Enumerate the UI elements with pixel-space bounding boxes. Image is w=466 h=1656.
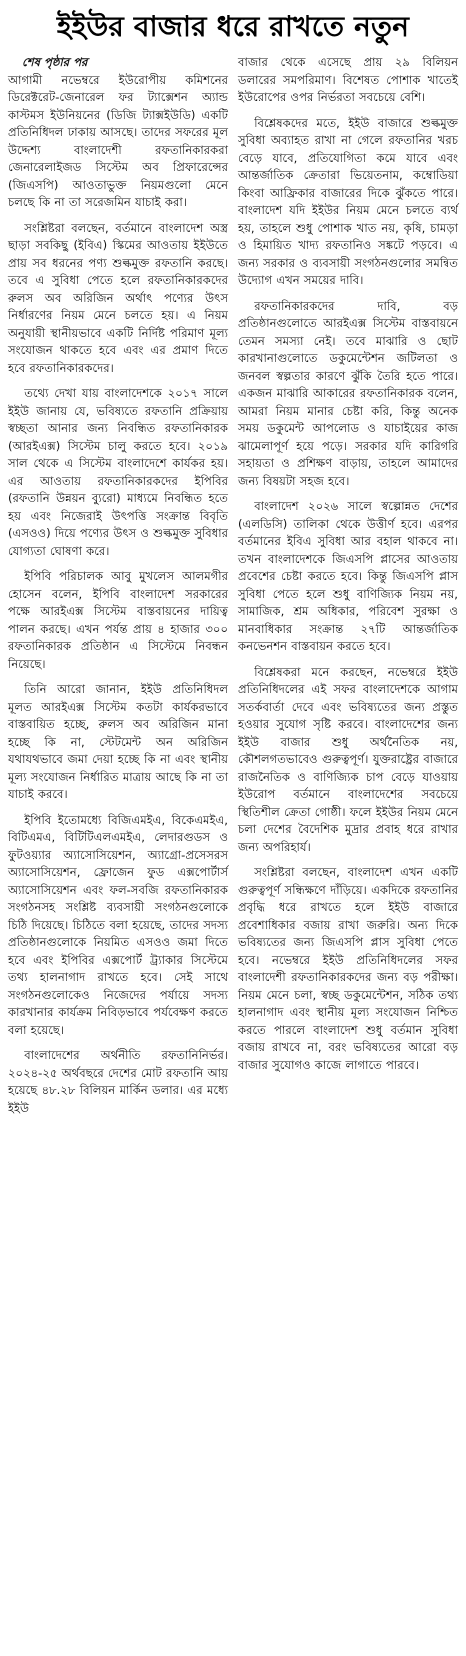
article-paragraph: তথ্যে দেখা যায় বাংলাদেশকে ২০১৭ সালে ইইউ জানায় যে, ভবিষ্যতে রফতানি প্রক্রিয়ায় স্বচ্ছতা আনার জন্য নিবন্ধিত রফতানিকারক (আরইএক্স) সিস্টেম চালু করতে হবে। ২০১৯ সাল থেকে এ সিস্টেম বাংলাদেশে কার্যকর হয়। এর আওতায় রফতানিকারকদের ইপিবির (রফতানি উন্নয়ন ব্যুরো) মাধ্যমে নিবন্ধিত হতে হয় এবং নিজেরাই উৎপত্তি সংক্রান্ত বিবৃতি (এসওও) দিয়ে পণ্যের উৎস ও শুল্কমুক্ত সুবিধার যোগ্যতা ঘোষণা করে। xyxy=(8,386,228,558)
article-paragraph: বাংলাদেশের অর্থনীতি রফতানিনির্ভর। ২০২৪-২৫ অর্থবছরে দেশের মোট রফতানি আয় হয়েছে ৪৮.২৮ বিলিয়ন মার্কিন ডলার। এর মধ্যে ইইউ xyxy=(8,1048,228,1115)
article-paragraph: বিশ্লেষকরা মনে করছেন, নভেম্বরে ইইউ প্রতিনিধিদলের এই সফর বাংলাদেশকে আগাম সতর্কবার্তা দেবে এবং ভবিষ্যতের জন্য প্রস্তুত হওয়ার সুযোগ সৃষ্টি করবে। বাংলাদেশের জন্য ইইউ বাজার শুধু অর্থনৈতিক নয়, কৌশলগতভাবেও গুরুত্বপূর্ণ। যুক্তরাষ্ট্রের বাজারে রাজনৈতিক ও বাণিজ্যিক চাপ বেড়ে যাওয়ায় ইউরোপ বর্তমানে বাংলাদেশের সবচেয়ে স্থিতিশীল ক্রেতা গোষ্ঠী। ফলে ইইউর নিয়ম মেনে চলা দেশের বৈদেশিক মুদ্রার প্রবাহ ধরে রাখার জন্য অপরিহার্য। xyxy=(238,664,458,854)
article-paragraph: রফতানিকারকদের দাবি, বড় প্রতিষ্ঠানগুলোতে আরইএক্স সিস্টেম বাস্তবায়নে তেমন সমস্যা নেই। তবে মাঝারি ও ছোট কারখানাগুলোতে ডকুমেন্টেশন জটিলতা ও জনবল স্বল্পতার কারণে ঝুঁকি তৈরি হতে পারে। একজন মাঝারি আকারের রফতানিকারক বলেন, আমরা নিয়ম মানার চেষ্টা করি, কিন্তু অনেক সময় ডকুমেন্ট আপলোড ও যাচাইয়ের কাজ ঝামেলাপূর্ণ হয়ে পড়ে। সরকার যদি কারিগরি সহায়তা ও প্রশিক্ষণ বাড়ায়, তাহলে আমাদের জন্য বিষয়টা সহজ হবে। xyxy=(238,298,458,488)
article-paragraph: বাজার থেকে এসেছে প্রায় ২৯ বিলিয়ন ডলারের সমপরিমাণ। বিশেষত পোশাক খাতেই ইউরোপের ওপর নির্ভরতা সবচেয়ে বেশি। xyxy=(238,55,458,104)
article-column-right xyxy=(238,54,458,1125)
article-paragraph: সংশ্লিষ্টরা বলছেন, বাংলাদেশ এখন একটি গুরুত্বপূর্ণ সন্ধিক্ষণে দাঁড়িয়ে। একদিকে রফতানির প্রবৃদ্ধি ধরে রাখতে হলে ইইউ বাজারে প্রবেশাধিকার বজায় রাখা জরুরি। অন্য দিকে ভবিষ্যতের জন্য জিএসপি প্লাস সুবিধা পেতে হবে। নভেম্বরে ইইউ প্রতিনিধিদলের সফর বাংলাদেশী রফতানিকারকদের জন্য বড় পরীক্ষা। নিয়ম মেনে চলা, স্বচ্ছ ডকুমেন্টেশন, সঠিক তথ্য হালনাগাদ এবং স্থানীয় মূল্য সংযোজন নিশ্চিত করতে পারলে বাংলাদেশ শুধু বর্তমান সুবিধা বজায় রাখবে না, বরং ভবিষ্যতের আরো বড় বাজার সুযোগও কাজে লাগাতে পারবে। xyxy=(238,865,458,1072)
article-headline: ইইউর বাজার ধরে রাখতে নতুন xyxy=(56,10,410,43)
article-body xyxy=(8,54,458,1125)
article-paragraph: ইপিবি পরিচালক আবু মুখলেস আলমগীর হোসেন বলেন, ইপিবি বাংলাদেশ সরকারের পক্ষে আরইএক্স সিস্টেম বাস্তবায়নের দায়িত্ব পালন করছে। এখন পর্যন্ত প্রায় ৪ হাজার ৩০০ রফতানিকারক প্রতিষ্ঠান এ সিস্টেমে নিবন্ধন নিয়েছে। xyxy=(8,569,228,671)
article-paragraph: ইপিবি ইতোমধ্যে বিজিএমইএ, বিকেএমইএ, বিটিএমএ, বিটিটিএলএমইএ, লেদারগুডস ও ফুটওয়্যার অ্যাসোসিয়েশন, অ্যাগ্রো-প্রসেসরস অ্যাসোসিয়েশন, ফ্রোজেন ফুড এক্সপোর্টার্স অ্যাসোসিয়েশন এবং ফল-সবজি রফতানিকারক সংগঠনসহ সংশ্লিষ্ট ব্যবসায়ী সংগঠনগুলোকে চিঠি দিয়েছে। চিঠিতে বলা হয়েছে, তাদের সদস্য প্রতিষ্ঠানগুলোকে নিয়মিত এসওও জমা দিতে হবে এবং ইপিবির এক্সপোর্ট ট্র্যাকার সিস্টেমে তথ্য হালনাগাদ রাখতে হবে। সেই সাথে সংগঠনগুলোকেও নিজেদের পর্যায়ে সদস্য কারখানার কার্যক্রম নিবিড়ভাবে পর্যবেক্ষণ করতে বলা হয়েছে। xyxy=(8,812,228,1037)
article-paragraph: বাংলাদেশ ২০২৬ সালে স্বল্পোন্নত দেশের (এলডিসি) তালিকা থেকে উত্তীর্ণ হবে। এরপর বর্তমানের ইবিএ সুবিধা আর বহাল থাকবে না। তখন বাংলাদেশকে জিএসপি প্লাসের আওতায় প্রবেশের চেষ্টা করতে হবে। কিন্তু জিএসপি প্লাস সুবিধা পেতে হলে শুধু বাণিজ্যিক নিয়ম নয়, সামাজিক, শ্রম অধিকার, পরিবেশ সুরক্ষা ও মানবাধিকার সংক্রান্ত ২৭টি আন্তর্জাতিক কনভেনশন বাস্তবায়ন করতে হবে। xyxy=(238,499,458,653)
article-paragraph: বিশ্লেষকদের মতে, ইইউ বাজারে শুল্কমুক্ত সুবিধা অব্যাহত রাখা না গেলে রফতানির খরচ বেড়ে যাবে, প্রতিযোগিতা কমে যাবে এবং আন্তর্জাতিক ক্রেতারা ভিয়েতনাম, কম্বোডিয়া কিংবা আফ্রিকার বাজারের দিকে ঝুঁকতে পারে। বাংলাদেশ যদি ইইউর নিয়ম মেনে চলতে ব্যর্থ হয়, তাহলে শুধু পোশাক খাত নয়, কৃষি, চামড়া ও হিমায়িত খাদ্য রফতানিও সঙ্কটে পড়বে। এ জন্য সরকার ও ব্যবসায়ী সংগঠনগুলোর সমন্বিত উদ্যোগ এখন সময়ের দাবি। xyxy=(238,115,458,287)
article-column-left xyxy=(8,54,228,1125)
continued-from-label: শেষ পৃষ্ঠার পর xyxy=(22,55,88,69)
article-paragraph: তিনি আরো জানান, ইইউ প্রতিনিধিদল মূলত আরইএক্স সিস্টেম কতটা কার্যকরভাবে বাস্তবায়িত হচ্ছে, রুলস অব অরিজিন মানা হচ্ছে কি না, স্টেটমেন্ট অন অরিজিন যথাযথভাবে জমা দেয়া হচ্ছে কি না এবং স্থানীয় মূল্য সংযোজন নির্ধারিত মাত্রায় আছে কি না তা যাচাই করবে। xyxy=(8,682,228,801)
article-paragraph: আগামী নভেম্বরে ইউরোপীয় কমিশনের ডিরেক্টরেট-জেনারেল ফর ট্যাক্সেশন অ্যান্ড কাস্টমস ইউনিয়নের (ডিজি ট্যাক্সইউডি) একটি প্রতিনিধিদল ঢাকায় আসছে। তাদের সফরের মূল উদ্দেশ্য বাংলাদেশী রফতানিকারকরা জেনারেলাইজড সিস্টেম অব প্রিফারেন্সের (জিএসপি) আওতাভুক্ত নিয়মগুলো মেনে চলছে কি না তা সরেজমিন যাচাই করা। xyxy=(8,72,228,209)
article-paragraph: সংশ্লিষ্টরা বলছেন, বর্তমানে বাংলাদেশ অস্ত্র ছাড়া সবকিছু (ইবিএ) স্কিমের আওতায় ইইউতে প্রায় সব ধরনের পণ্য শুল্কমুক্ত রফতানি করছে। তবে এ সুবিধা পেতে হলে রফতানিকারকদের রুলস অব অরিজিন অর্থাৎ পণ্যের উৎস নির্ধারণের নিয়ম মেনে চলতে হয়। এ নিয়ম অনুযায়ী স্থানীয়ভাবে একটি নির্দিষ্ট পরিমাণ মূল্য সংযোজন থাকতে হবে এবং এর প্রমাণ দিতে হবে রফতানিকারকদের। xyxy=(8,220,228,375)
